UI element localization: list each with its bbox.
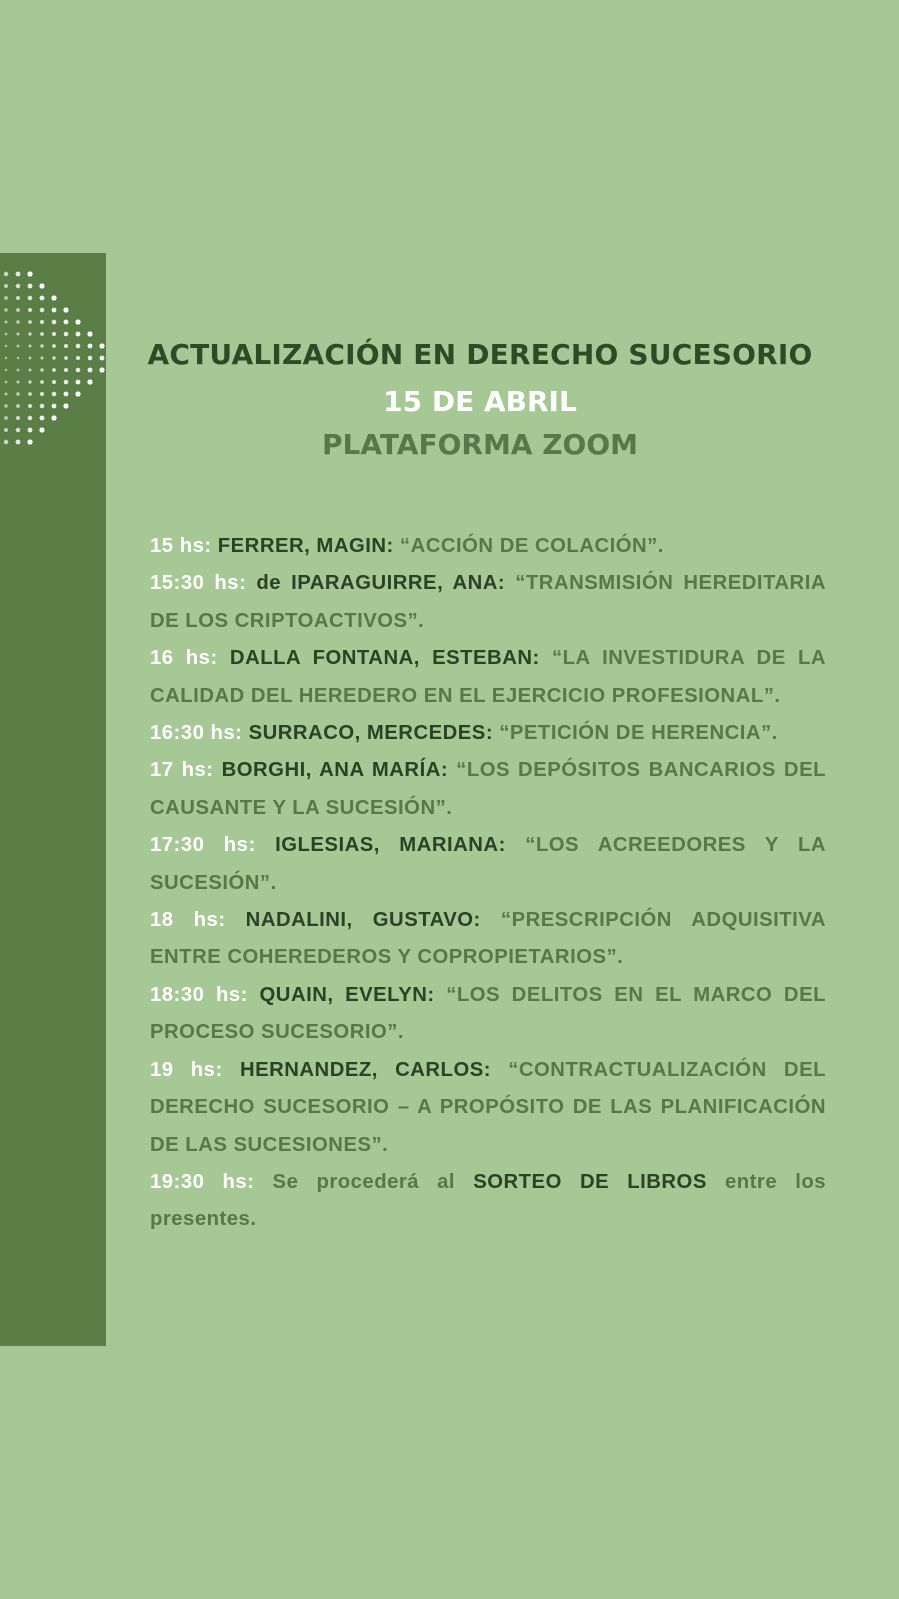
schedule-item: [150, 902, 826, 977]
item-speaker: de IPARAGUIRRE, ANA:: [256, 572, 506, 595]
item-talk: “LOS DELITOS EN EL MARCO DEL PROCESO SUCESORIO”.: [150, 983, 826, 1044]
item-talk: “TRANSMISIÓN HEREDITARIA DE LOS CRIPTOACTIVOS”.: [150, 572, 826, 632]
schedule-item: [150, 565, 826, 640]
item-talk: “PRESCRIPCIÓN ADQUISITIVA ENTRE COHEREDEROS Y COPROPIETARIOS”.: [150, 909, 826, 969]
item-time: 18 hs:: [150, 909, 226, 932]
schedule-item: [150, 827, 826, 902]
item-time: 15 hs:: [150, 535, 212, 557]
item-time: 17 hs:: [150, 759, 214, 782]
item-talk: “LOS DEPÓSITOS BANCARIOS DEL CAUSANTE Y LA SUCESIÓN”.: [150, 759, 826, 819]
item-speaker: BORGHI, ANA MARÍA:: [221, 759, 449, 782]
item-time: 17:30 hs:: [150, 834, 256, 857]
item-talk: “PETICIÓN DE HERENCIA”.: [499, 722, 778, 745]
item-speaker: SURRACO, MERCEDES:: [248, 722, 494, 745]
item-time: 18:30 hs:: [150, 983, 248, 1006]
closing-text-before: Se procederá al: [272, 1170, 456, 1193]
schedule-item: [150, 752, 826, 827]
item-talk: “LOS ACREEDORES Y LA SUCESIÓN”.: [150, 834, 826, 894]
item-time: 15:30 hs:: [150, 572, 247, 595]
item-talk: “LA INVESTIDURA DE LA CALIDAD DEL HEREDERO EN EL EJERCICIO PROFESIONAL”.: [150, 647, 826, 707]
item-speaker: FERRER, MAGIN:: [217, 535, 394, 557]
event-date: 15 DE ABRIL: [383, 385, 577, 418]
schedule-item: [150, 715, 826, 752]
dotted-chevron-icon: [0, 268, 110, 453]
item-time: 16 hs:: [150, 647, 218, 670]
schedule-item: [150, 1052, 826, 1164]
item-time: 16:30 hs:: [150, 722, 243, 745]
event-title: ACTUALIZACIÓN EN DERECHO SUCESORIO: [147, 338, 813, 371]
event-platform: PLATAFORMA ZOOM: [322, 428, 638, 461]
closing-item: [150, 1164, 826, 1239]
schedule-item: [150, 528, 826, 565]
schedule-list: [150, 528, 826, 1239]
item-speaker: QUAIN, EVELYN:: [259, 983, 435, 1006]
closing-text-after: entre los presentes.: [150, 1170, 827, 1231]
closing-highlight: SORTEO DE LIBROS: [473, 1170, 707, 1193]
schedule-item: [150, 640, 826, 715]
schedule-item: [150, 977, 826, 1052]
item-talk: “CONTRACTUALIZACIÓN DEL DERECHO SUCESORIO – A PROPÓSITO DE LAS PLANIFICACIÓN DE LAS SUCESIONES”.: [150, 1058, 826, 1156]
closing-time: 19:30 hs:: [150, 1170, 255, 1193]
item-time: 19 hs:: [150, 1058, 223, 1081]
item-speaker: HERNANDEZ, CARLOS:: [239, 1058, 491, 1081]
item-speaker: DALLA FONTANA, ESTEBAN:: [229, 647, 540, 670]
item-speaker: NADALINI, GUSTAVO:: [245, 909, 481, 932]
item-speaker: IGLESIAS, MARIANA:: [275, 834, 506, 857]
item-talk: “ACCIÓN DE COLACIÓN”.: [399, 535, 664, 557]
